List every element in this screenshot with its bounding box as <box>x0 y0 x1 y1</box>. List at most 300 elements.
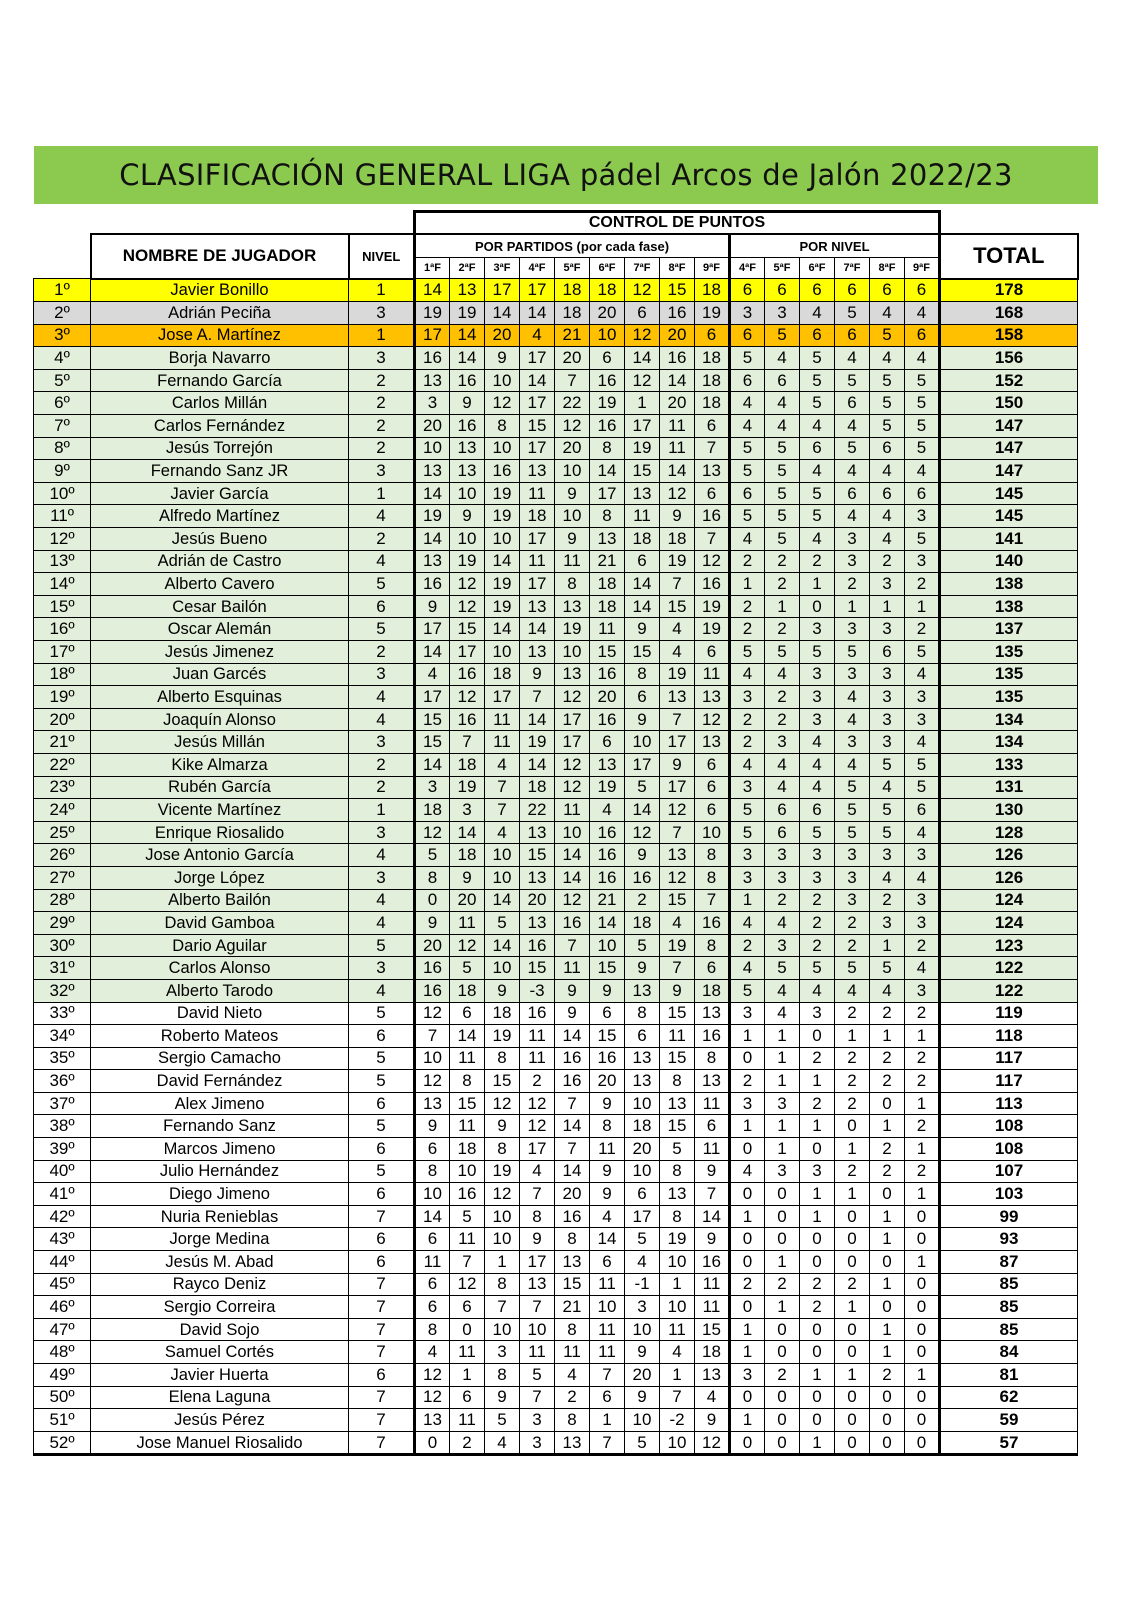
level-points-cell: 2 <box>835 934 870 957</box>
rank-cell: 20º <box>34 708 91 731</box>
match-points-cell: 12 <box>555 776 590 799</box>
match-points-cell: 11 <box>695 663 730 686</box>
level-points-cell: 3 <box>870 844 905 867</box>
level-points-cell: 5 <box>870 324 905 347</box>
level-points-cell: 5 <box>765 641 800 664</box>
level-points-cell: 3 <box>800 708 835 731</box>
match-points-cell: 8 <box>485 1138 520 1161</box>
table-row <box>34 663 1078 686</box>
match-points-cell: 14 <box>520 302 555 325</box>
rank-cell: 35º <box>34 1047 91 1070</box>
level-points-cell: 5 <box>835 821 870 844</box>
match-points-cell: 3 <box>450 799 485 822</box>
match-points-cell: 13 <box>415 1092 450 1115</box>
match-points-cell: 18 <box>450 979 485 1002</box>
level-points-cell: 1 <box>730 1318 765 1341</box>
match-points-cell: 14 <box>660 460 695 483</box>
match-points-cell: 7 <box>555 934 590 957</box>
match-points-cell: 14 <box>555 1025 590 1048</box>
match-points-cell: 7 <box>520 686 555 709</box>
match-points-cell: 14 <box>555 844 590 867</box>
level-points-cell: 0 <box>905 1409 940 1432</box>
total-cell: 81 <box>940 1364 1078 1387</box>
table-row <box>34 1070 1078 1093</box>
match-points-cell: 13 <box>520 912 555 935</box>
level-points-cell: 5 <box>765 437 800 460</box>
match-points-cell: 12 <box>485 1092 520 1115</box>
total-cell: 57 <box>940 1431 1078 1455</box>
level-points-cell: 3 <box>800 844 835 867</box>
match-points-cell: 12 <box>450 595 485 618</box>
match-points-cell: 21 <box>555 1296 590 1319</box>
match-points-cell: 9 <box>520 1228 555 1251</box>
match-points-cell: 11 <box>695 1273 730 1296</box>
level-points-cell: 1 <box>835 1364 870 1387</box>
match-points-cell: 15 <box>520 415 555 438</box>
header-spacer-right <box>940 212 1078 235</box>
match-points-cell: 19 <box>695 595 730 618</box>
match-points-cell: 1 <box>625 392 660 415</box>
match-points-cell: 8 <box>555 1409 590 1432</box>
match-points-cell: 11 <box>660 1318 695 1341</box>
level-points-cell: 3 <box>765 844 800 867</box>
level-points-cell: 5 <box>905 415 940 438</box>
level-points-cell: 2 <box>800 912 835 935</box>
match-points-cell: 16 <box>555 912 590 935</box>
level-points-cell: 6 <box>870 482 905 505</box>
match-points-cell: 8 <box>520 1205 555 1228</box>
level-points-cell: 4 <box>800 460 835 483</box>
level-points-cell: 2 <box>730 618 765 641</box>
match-points-cell: 10 <box>555 641 590 664</box>
table-row <box>34 1251 1078 1274</box>
match-points-cell: 14 <box>625 799 660 822</box>
table-row <box>34 889 1078 912</box>
player-name-cell: Adrián de Castro <box>91 550 349 573</box>
level-points-cell: 5 <box>730 437 765 460</box>
level-points-cell: 4 <box>905 821 940 844</box>
by-level-header: POR NIVEL <box>730 234 940 258</box>
level-cell: 2 <box>349 392 415 415</box>
level-points-cell: 3 <box>835 663 870 686</box>
match-points-cell: 11 <box>695 1138 730 1161</box>
match-points-cell: 9 <box>415 595 450 618</box>
match-points-cell: 7 <box>485 776 520 799</box>
match-points-cell: 20 <box>660 324 695 347</box>
rank-cell: 6º <box>34 392 91 415</box>
level-points-cell: 3 <box>765 1160 800 1183</box>
match-points-cell: 2 <box>625 889 660 912</box>
level-points-cell: 4 <box>800 776 835 799</box>
match-points-cell: 13 <box>415 369 450 392</box>
table-row <box>34 460 1078 483</box>
match-points-cell: 11 <box>450 1228 485 1251</box>
level-points-cell: 2 <box>870 1047 905 1070</box>
match-points-cell: 4 <box>485 1431 520 1455</box>
rank-cell: 16º <box>34 618 91 641</box>
match-points-cell: 8 <box>590 505 625 528</box>
match-points-cell: 19 <box>660 1228 695 1251</box>
match-points-cell: 19 <box>415 505 450 528</box>
level-cell: 5 <box>349 1047 415 1070</box>
match-points-cell: 16 <box>625 866 660 889</box>
rank-cell: 9º <box>34 460 91 483</box>
match-points-cell: 17 <box>520 437 555 460</box>
table-row <box>34 595 1078 618</box>
match-points-cell: 19 <box>485 573 520 596</box>
match-points-cell: 15 <box>590 957 625 980</box>
rank-cell: 48º <box>34 1341 91 1364</box>
match-points-cell: 7 <box>695 437 730 460</box>
match-points-cell: 11 <box>415 1251 450 1274</box>
match-points-cell: 21 <box>590 889 625 912</box>
level-points-cell: 1 <box>905 1092 940 1115</box>
level-cell: 7 <box>349 1341 415 1364</box>
level-cell: 2 <box>349 528 415 551</box>
level-points-cell: 1 <box>765 1047 800 1070</box>
level-phase-header: 7ªF <box>835 258 870 279</box>
level-points-cell: 4 <box>800 731 835 754</box>
match-points-cell: 16 <box>590 708 625 731</box>
level-points-cell: 2 <box>800 889 835 912</box>
player-name-cell: David Nieto <box>91 1002 349 1025</box>
match-points-cell: 13 <box>590 528 625 551</box>
match-points-cell: 10 <box>660 1431 695 1455</box>
table-row <box>34 437 1078 460</box>
match-points-cell: 12 <box>660 482 695 505</box>
rank-cell: 23º <box>34 776 91 799</box>
level-points-cell: 5 <box>730 641 765 664</box>
match-points-cell: 9 <box>450 505 485 528</box>
level-cell: 2 <box>349 415 415 438</box>
player-name-cell: Sergio Camacho <box>91 1047 349 1070</box>
level-points-cell: 3 <box>730 686 765 709</box>
match-points-cell: 16 <box>590 663 625 686</box>
match-points-cell: 10 <box>485 957 520 980</box>
level-points-cell: 1 <box>870 934 905 957</box>
match-points-cell: 9 <box>555 528 590 551</box>
match-points-cell: 9 <box>695 1409 730 1432</box>
level-points-cell: 1 <box>730 1205 765 1228</box>
level-points-cell: 3 <box>800 1160 835 1183</box>
level-cell: 7 <box>349 1386 415 1409</box>
player-name-cell: Javier Bonillo <box>91 279 349 302</box>
match-points-cell: 20 <box>520 889 555 912</box>
level-points-cell: 6 <box>835 482 870 505</box>
match-points-cell: 9 <box>625 1386 660 1409</box>
match-points-cell: 16 <box>590 369 625 392</box>
player-name-cell: Javier Huerta <box>91 1364 349 1387</box>
level-points-cell: 1 <box>870 1205 905 1228</box>
level-phase-header: 6ªF <box>800 258 835 279</box>
level-cell: 4 <box>349 505 415 528</box>
match-points-cell: 2 <box>520 1070 555 1093</box>
level-points-cell: 6 <box>835 324 870 347</box>
level-points-cell: 2 <box>905 1002 940 1025</box>
match-points-cell: 14 <box>590 1228 625 1251</box>
level-points-cell: 0 <box>870 1251 905 1274</box>
player-name-cell: Jesús M. Abad <box>91 1251 349 1274</box>
level-points-cell: 2 <box>765 686 800 709</box>
match-points-cell: 19 <box>485 1160 520 1183</box>
match-phase-header: 6ªF <box>590 258 625 279</box>
match-points-cell: 18 <box>590 595 625 618</box>
level-points-cell: 2 <box>835 1092 870 1115</box>
level-cell: 6 <box>349 1138 415 1161</box>
match-points-cell: 6 <box>625 302 660 325</box>
table-row <box>34 1160 1078 1183</box>
level-points-cell: 0 <box>800 1341 835 1364</box>
match-points-cell: 12 <box>625 369 660 392</box>
match-points-cell: 9 <box>450 866 485 889</box>
match-points-cell: 18 <box>415 799 450 822</box>
table-row <box>34 505 1078 528</box>
level-points-cell: 0 <box>765 1431 800 1455</box>
level-points-cell: 5 <box>905 528 940 551</box>
match-points-cell: 6 <box>590 1251 625 1274</box>
match-points-cell: 10 <box>695 821 730 844</box>
player-name-cell: Carlos Fernández <box>91 415 349 438</box>
match-points-cell: 4 <box>695 1386 730 1409</box>
level-points-cell: 0 <box>835 1318 870 1341</box>
match-points-cell: 11 <box>520 1341 555 1364</box>
total-cell: 152 <box>940 369 1078 392</box>
match-points-cell: 15 <box>450 1092 485 1115</box>
total-cell: 117 <box>940 1070 1078 1093</box>
level-points-cell: 5 <box>800 641 835 664</box>
match-points-cell: 14 <box>485 302 520 325</box>
level-points-cell: 4 <box>800 528 835 551</box>
level-points-cell: 0 <box>835 1409 870 1432</box>
match-points-cell: 11 <box>450 912 485 935</box>
match-points-cell: 9 <box>660 505 695 528</box>
total-cell: 124 <box>940 912 1078 935</box>
level-points-cell: 2 <box>730 731 765 754</box>
match-points-cell: 11 <box>625 505 660 528</box>
total-header: TOTAL <box>940 234 1078 279</box>
match-points-cell: 19 <box>415 302 450 325</box>
level-points-cell: 5 <box>905 369 940 392</box>
match-points-cell: 11 <box>450 1409 485 1432</box>
level-points-cell: 5 <box>800 482 835 505</box>
total-cell: 62 <box>940 1386 1078 1409</box>
match-points-cell: 14 <box>485 934 520 957</box>
match-phase-header: 5ªF <box>555 258 590 279</box>
match-points-cell: 8 <box>695 844 730 867</box>
level-points-cell: 4 <box>835 347 870 370</box>
table-row <box>34 1409 1078 1432</box>
match-points-cell: 7 <box>660 573 695 596</box>
match-points-cell: 19 <box>485 482 520 505</box>
match-points-cell: 1 <box>660 1273 695 1296</box>
level-points-cell: 1 <box>765 1025 800 1048</box>
match-points-cell: 18 <box>520 776 555 799</box>
rank-cell: 3º <box>34 324 91 347</box>
match-points-cell: 9 <box>625 844 660 867</box>
match-points-cell: 10 <box>485 641 520 664</box>
match-points-cell: 11 <box>660 437 695 460</box>
player-name-cell: David Sojo <box>91 1318 349 1341</box>
match-points-cell: 7 <box>695 1183 730 1206</box>
level-points-cell: 5 <box>870 415 905 438</box>
level-points-cell: 1 <box>870 1228 905 1251</box>
match-points-cell: 6 <box>450 1386 485 1409</box>
match-points-cell: -3 <box>520 979 555 1002</box>
level-points-cell: 0 <box>870 1183 905 1206</box>
player-name-cell: Alberto Bailón <box>91 889 349 912</box>
player-name-cell: Alberto Cavero <box>91 573 349 596</box>
match-points-cell: 10 <box>590 324 625 347</box>
table-row <box>34 324 1078 347</box>
level-cell: 5 <box>349 1115 415 1138</box>
match-points-cell: 10 <box>415 1183 450 1206</box>
total-cell: 128 <box>940 821 1078 844</box>
rank-cell: 40º <box>34 1160 91 1183</box>
level-cell: 5 <box>349 573 415 596</box>
match-points-cell: 17 <box>415 324 450 347</box>
match-points-cell: 5 <box>625 1228 660 1251</box>
match-points-cell: 10 <box>485 369 520 392</box>
match-phase-header: 7ªF <box>625 258 660 279</box>
match-points-cell: 13 <box>415 460 450 483</box>
match-points-cell: 4 <box>415 663 450 686</box>
level-points-cell: 5 <box>730 347 765 370</box>
player-name-cell: Juan Garcés <box>91 663 349 686</box>
table-row <box>34 302 1078 325</box>
match-points-cell: 2 <box>555 1386 590 1409</box>
level-points-cell: 1 <box>800 573 835 596</box>
match-points-cell: 12 <box>415 1364 450 1387</box>
match-points-cell: 19 <box>450 302 485 325</box>
level-points-cell: 0 <box>765 1341 800 1364</box>
total-cell: 124 <box>940 889 1078 912</box>
level-points-cell: 4 <box>765 776 800 799</box>
total-cell: 135 <box>940 686 1078 709</box>
match-points-cell: 10 <box>625 1092 660 1115</box>
level-cell: 2 <box>349 641 415 664</box>
level-points-cell: 1 <box>870 1273 905 1296</box>
level-points-cell: 4 <box>730 912 765 935</box>
match-points-cell: 13 <box>450 437 485 460</box>
level-points-cell: 2 <box>870 889 905 912</box>
match-points-cell: 15 <box>520 957 555 980</box>
rank-cell: 36º <box>34 1070 91 1093</box>
match-points-cell: 7 <box>520 1296 555 1319</box>
match-points-cell: 11 <box>485 708 520 731</box>
table-row <box>34 1002 1078 1025</box>
match-points-cell: 1 <box>485 1251 520 1274</box>
match-points-cell: 16 <box>450 708 485 731</box>
match-points-cell: 15 <box>590 1025 625 1048</box>
match-points-cell: 19 <box>485 1025 520 1048</box>
match-points-cell: 9 <box>485 347 520 370</box>
match-points-cell: 22 <box>520 799 555 822</box>
match-points-cell: 12 <box>625 279 660 302</box>
match-points-cell: 3 <box>625 1296 660 1319</box>
level-cell: 6 <box>349 1092 415 1115</box>
level-points-cell: 2 <box>730 550 765 573</box>
match-points-cell: 15 <box>660 1047 695 1070</box>
match-points-cell: 15 <box>415 731 450 754</box>
match-points-cell: 12 <box>450 934 485 957</box>
rank-cell: 52º <box>34 1431 91 1455</box>
level-points-cell: 0 <box>800 1386 835 1409</box>
match-points-cell: 11 <box>590 1273 625 1296</box>
standings-table <box>33 210 1079 1456</box>
total-cell: 135 <box>940 663 1078 686</box>
level-points-cell: 0 <box>835 1431 870 1455</box>
level-points-cell: 3 <box>905 889 940 912</box>
level-phase-header: 9ªF <box>905 258 940 279</box>
match-points-cell: 5 <box>450 957 485 980</box>
match-points-cell: 18 <box>695 279 730 302</box>
level-points-cell: 3 <box>870 708 905 731</box>
match-points-cell: 9 <box>485 979 520 1002</box>
match-points-cell: 13 <box>660 686 695 709</box>
match-points-cell: 18 <box>695 1341 730 1364</box>
match-points-cell: 7 <box>660 1386 695 1409</box>
match-points-cell: 6 <box>695 324 730 347</box>
level-points-cell: 5 <box>800 821 835 844</box>
level-points-cell: 4 <box>870 302 905 325</box>
match-points-cell: 13 <box>695 686 730 709</box>
match-points-cell: 14 <box>555 1115 590 1138</box>
rank-cell: 29º <box>34 912 91 935</box>
level-points-cell: 2 <box>835 573 870 596</box>
level-points-cell: 0 <box>905 1273 940 1296</box>
match-points-cell: 13 <box>520 821 555 844</box>
total-cell: 158 <box>940 324 1078 347</box>
match-points-cell: 17 <box>520 347 555 370</box>
player-name-cell: Jesús Pérez <box>91 1409 349 1432</box>
match-points-cell: 18 <box>625 912 660 935</box>
match-points-cell: 6 <box>625 1025 660 1048</box>
level-points-cell: 1 <box>800 1364 835 1387</box>
match-points-cell: 10 <box>485 1318 520 1341</box>
match-points-cell: 10 <box>555 821 590 844</box>
match-points-cell: 6 <box>450 1296 485 1319</box>
level-points-cell: 6 <box>870 279 905 302</box>
match-points-cell: 9 <box>660 979 695 1002</box>
table-row <box>34 1431 1078 1455</box>
rank-cell: 2º <box>34 302 91 325</box>
player-name-cell: Joaquín Alonso <box>91 708 349 731</box>
match-points-cell: 14 <box>415 753 450 776</box>
total-cell: 123 <box>940 934 1078 957</box>
level-cell: 3 <box>349 821 415 844</box>
level-points-cell: 2 <box>905 934 940 957</box>
match-points-cell: 5 <box>625 934 660 957</box>
match-points-cell: 10 <box>485 437 520 460</box>
match-points-cell: 20 <box>555 1183 590 1206</box>
level-points-cell: 4 <box>730 957 765 980</box>
match-points-cell: 6 <box>625 686 660 709</box>
total-cell: 134 <box>940 708 1078 731</box>
match-points-cell: 9 <box>415 1115 450 1138</box>
match-points-cell: 10 <box>485 1228 520 1251</box>
level-points-cell: 4 <box>905 460 940 483</box>
match-points-cell: 7 <box>415 1025 450 1048</box>
level-points-cell: 3 <box>870 663 905 686</box>
match-points-cell: 15 <box>520 844 555 867</box>
match-points-cell: 11 <box>555 957 590 980</box>
level-points-cell: 3 <box>730 1092 765 1115</box>
level-points-cell: 4 <box>870 866 905 889</box>
match-points-cell: 6 <box>590 1002 625 1025</box>
level-points-cell: 5 <box>905 437 940 460</box>
level-cell: 4 <box>349 889 415 912</box>
table-row <box>34 1025 1078 1048</box>
